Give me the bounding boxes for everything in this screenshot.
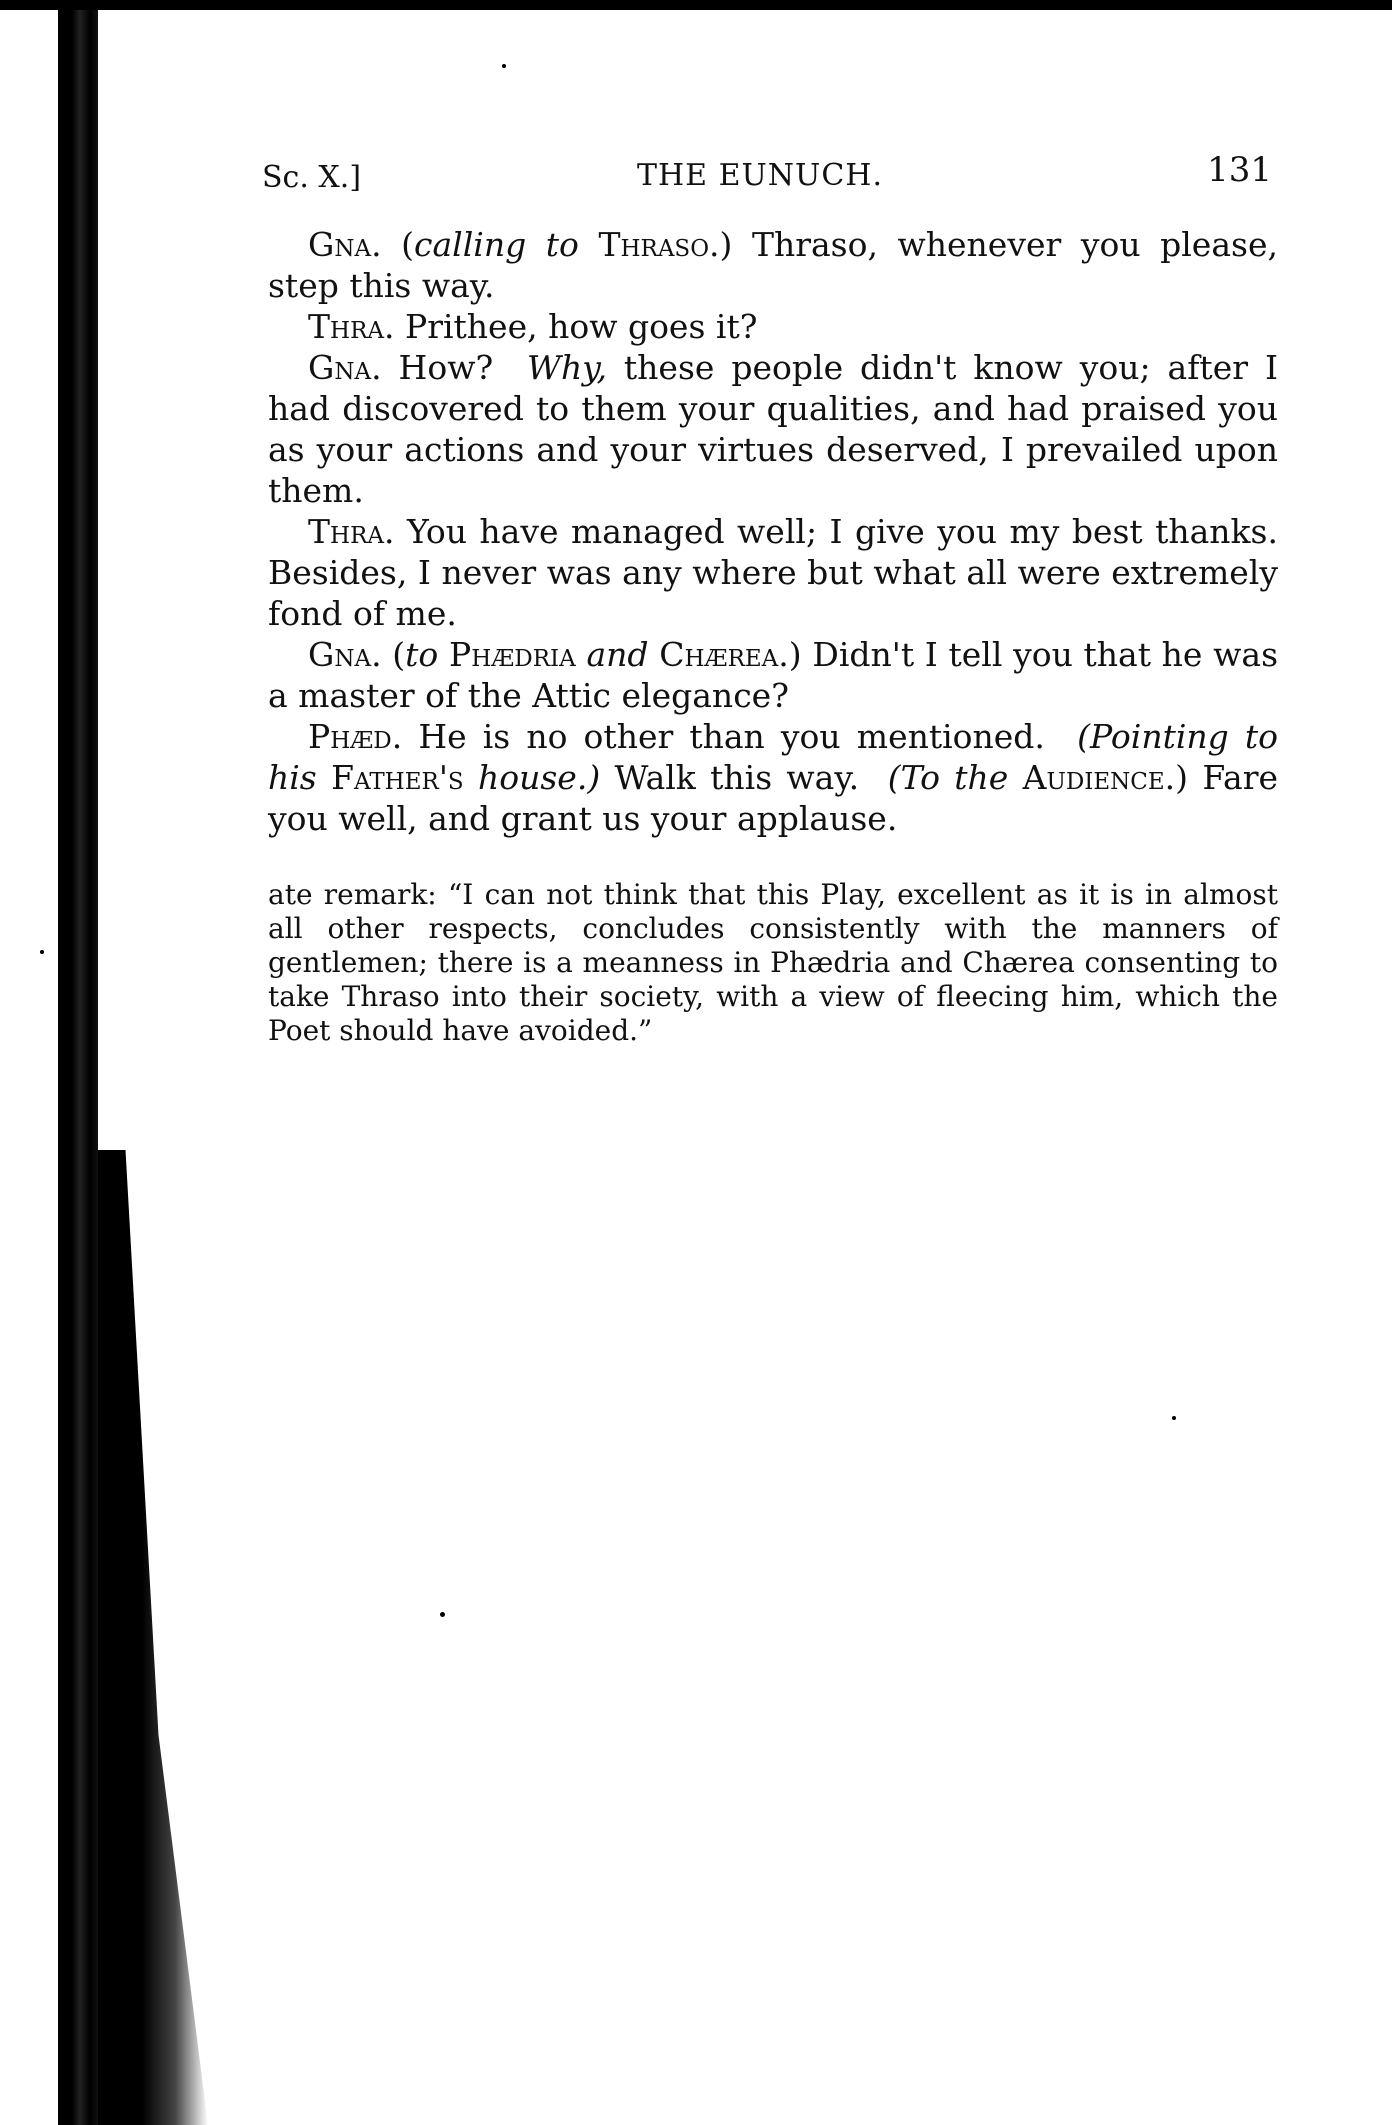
speech-text: Prithee, how goes it? [405, 307, 758, 346]
character-name: Father's [331, 758, 464, 797]
stage-direction-close: ) [719, 225, 733, 264]
character-name: Thraso. [598, 225, 720, 264]
character-name: Phædria [449, 635, 576, 674]
dialogue-paragraph [268, 634, 1278, 716]
speech-text: Didn't I tell you that he was a master of the Attic elegance? [268, 635, 1279, 715]
stage-direction-open: ( [401, 225, 415, 264]
dialogue-paragraph [268, 347, 1278, 511]
character-name: Chærea. [659, 635, 789, 674]
scan-speck [502, 64, 506, 68]
stage-direction: (Pointing to his [268, 717, 1279, 797]
speaker-name: Thra. [308, 307, 395, 346]
speech-text: He is no other than you mentioned. [418, 717, 1045, 756]
speech-text: these people didn't know you; after I had discovered to them your qualities, and had praised you as your actions and your virtues deserved, I prevailed upon them. [268, 348, 1278, 510]
speech-text: You have managed well; I give you my best thanks. Besides, I never was any where but what all were extremely fond of me. [268, 512, 1278, 633]
scene-label: Sc. X.] [262, 160, 362, 195]
stage-direction: calling to [414, 225, 579, 264]
running-head [262, 150, 1272, 210]
stage-direction-open: ( [392, 635, 406, 674]
scan-speck [440, 1612, 445, 1617]
dialogue-paragraph [268, 511, 1278, 634]
stage-direction: (To the [887, 758, 1009, 797]
page-number: 131 [1207, 150, 1272, 190]
dialogue-text [268, 224, 1278, 839]
speaker-name: Phæd. [308, 717, 403, 756]
stage-direction: and [586, 635, 649, 674]
speech-emphasis: Why, [527, 348, 607, 387]
scan-speck [1172, 1416, 1176, 1420]
speech-text: How? [398, 348, 494, 387]
binding-shadow-lower [98, 1150, 208, 2125]
dialogue-paragraph [268, 306, 1278, 347]
speaker-name: Gna. [308, 635, 382, 674]
speech-text: Thraso, whenever you please, step this way. [268, 225, 1278, 305]
speaker-name: Gna. [308, 225, 382, 264]
stage-direction: house.) [478, 758, 601, 797]
speech-text: Fare you well, and grant us your applause. [268, 758, 1279, 838]
scan-speck [40, 950, 44, 954]
dialogue-paragraph [268, 224, 1278, 306]
character-name: Audience.) [1022, 758, 1189, 797]
footnote-text: ate remark: “I can not think that this Play, excellent as it is in almost all other respects, concludes consistently with the manners of gentlemen; there is a meanness in Phædria and Chærea consenting to take Thraso into their society, with a view of fleecing him, which the Poet should have avoided.” [268, 878, 1278, 1047]
scan-top-edge [0, 0, 1392, 10]
stage-direction: to [405, 635, 439, 674]
speaker-name: Gna. [308, 348, 382, 387]
play-title: THE EUNUCH. [637, 158, 883, 193]
speaker-name: Thra. [308, 512, 395, 551]
dialogue-paragraph [268, 716, 1278, 839]
binding-shadow [58, 10, 98, 2125]
footnote [268, 878, 1278, 1048]
speech-text: Walk this way. [614, 758, 860, 797]
stage-direction-close: ) [788, 635, 802, 674]
